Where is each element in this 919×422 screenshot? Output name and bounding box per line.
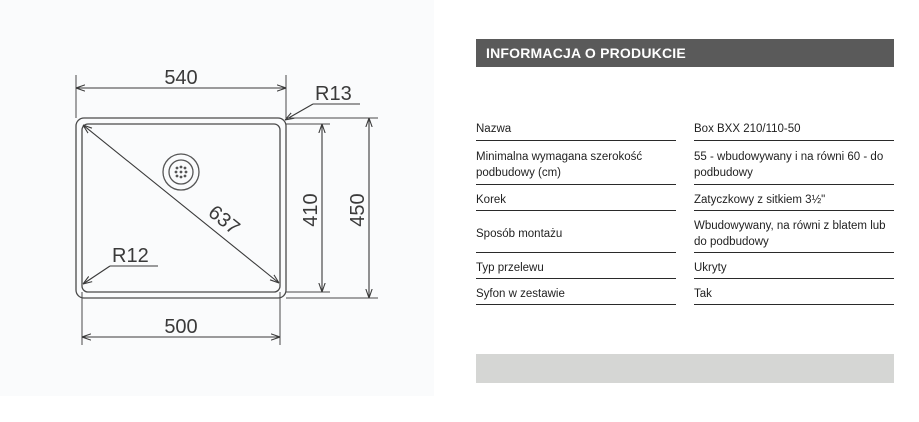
dim-r13-label: R13 [315, 83, 352, 105]
spec-value: Wbudowywany, na równi z blatem lub do podbudowy [694, 215, 894, 253]
spec-key: Korek [476, 189, 676, 211]
r12-leader-line [83, 266, 110, 284]
spec-value: Box BXX 210/110-50 [694, 117, 894, 141]
spec-value: Ukryty [694, 257, 894, 279]
spec-value: Zatyczkowy z sitkiem 3½" [694, 189, 894, 211]
dim-r12-label: R12 [112, 245, 149, 267]
spec-key: Sposób montażu [476, 215, 676, 253]
dim-410-label: 410 [300, 193, 322, 227]
product-info-header: INFORMACJA O PRODUKCIE [476, 39, 894, 67]
spec-key: Nazwa [476, 117, 676, 141]
spec-key: Syfon w zestawie [476, 283, 676, 305]
dim-637-label: 637 [203, 201, 244, 240]
dim-500-label: 500 [164, 316, 198, 338]
spec-value: Tak [694, 283, 894, 305]
spec-value: 55 - wbudowywany i na równi 60 - do podbudowy [694, 145, 894, 185]
sink-drawing-svg [0, 0, 434, 396]
footer-bar [476, 354, 894, 383]
product-info-panel [476, 39, 894, 300]
sink-technical-drawing [0, 0, 434, 396]
spec-key: Minimalna wymagana szerokość podbudowy (cm) [476, 145, 676, 185]
drain-icon [163, 154, 199, 190]
dim-450-label: 450 [347, 193, 369, 227]
dim-540-label: 540 [164, 67, 198, 89]
spec-key: Typ przelewu [476, 257, 676, 279]
